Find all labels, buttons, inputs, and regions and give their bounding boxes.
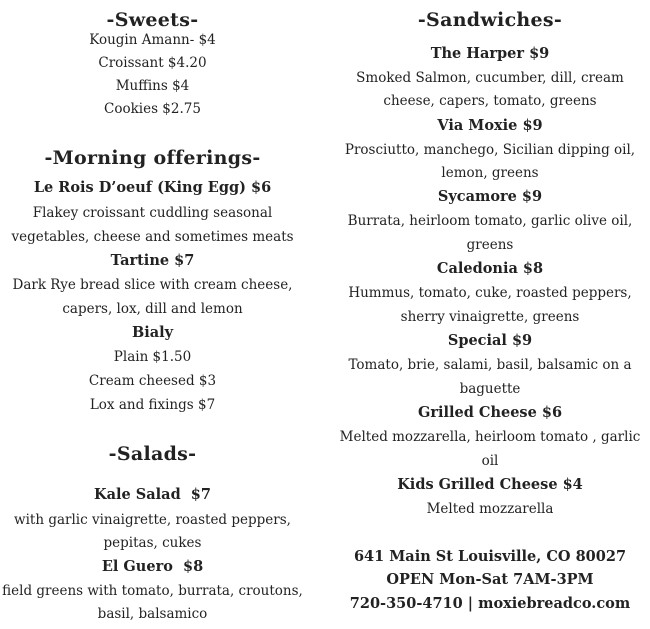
item-desc: baguette: [459, 381, 521, 397]
item-desc: cheese, capers, tomato, greens: [383, 93, 597, 109]
left-column: [0, 0, 305, 629]
item-desc: Cream cheesed $3: [88, 373, 217, 389]
item-desc: Prosciutto, manchego, Sicilian dipping oil,: [344, 142, 636, 158]
contact-line: [330, 595, 650, 613]
item-desc: Plain $1.50: [113, 349, 192, 365]
sandwiches-heading: -Sandwiches-: [417, 9, 563, 31]
hours: OPEN Mon-Sat 7AM-3PM: [386, 571, 594, 588]
item-desc: pepitas, cukes: [103, 535, 202, 551]
menu-item: Kougin Amann- $4: [89, 32, 216, 48]
item-desc: Hummus, tomato, cuke, roasted peppers,: [348, 285, 632, 301]
item-desc: capers, lox, dill and lemon: [62, 301, 243, 317]
salads-heading: -Salads-: [108, 443, 197, 465]
item-title: Kale Salad $7: [94, 486, 211, 503]
item-title: Caledonia $8: [436, 260, 544, 277]
item-title: Via Moxie $9: [437, 117, 543, 134]
item-title: Special $9: [447, 332, 533, 349]
item-desc: basil, balsamico: [97, 606, 208, 622]
item-title: Sycamore $9: [437, 188, 543, 205]
item-desc: sherry vinaigrette, greens: [400, 309, 580, 325]
item-desc: Melted mozzarella: [426, 501, 554, 517]
item-desc: field greens with tomato, burrata, croutons,: [2, 583, 303, 599]
item-desc: Flakey croissant cuddling seasonal: [32, 205, 273, 221]
item-desc: Lox and fixings $7: [89, 397, 216, 413]
item-desc: Dark Rye bread slice with cream cheese,: [12, 277, 293, 293]
item-title: The Harper $9: [430, 45, 550, 62]
phone[interactable]: 720-350-4710: [349, 595, 463, 612]
address: 641 Main St Louisville, CO 80027: [353, 548, 627, 565]
item-desc: Burrata, heirloom tomato, garlic olive oil,: [347, 213, 633, 229]
item-title: Le Rois D’oeuf (King Egg) $6: [33, 179, 272, 196]
item-desc: greens: [466, 237, 514, 253]
item-title: Kids Grilled Cheese $4: [397, 476, 583, 493]
right-column: [330, 0, 650, 629]
item-desc: Tomato, brie, salami, basil, balsamic on a: [348, 357, 632, 373]
separator: |: [467, 595, 474, 612]
morning-heading: -Morning offerings-: [44, 147, 261, 169]
item-desc: oil: [481, 453, 499, 469]
item-desc: Smoked Salmon, cucumber, dill, cream: [356, 70, 624, 86]
menu-item: Croissant $4.20: [98, 55, 207, 71]
website-link[interactable]: moxiebreadco.com: [478, 595, 631, 612]
item-title: Tartine $7: [110, 252, 195, 269]
item-desc: vegetables, cheese and sometimes meats: [11, 229, 294, 245]
item-title: Bialy: [131, 324, 174, 341]
item-desc: lemon, greens: [441, 165, 539, 181]
item-desc: Melted mozzarella, heirloom tomato , garlic: [339, 429, 641, 445]
menu-item: Cookies $2.75: [104, 101, 201, 117]
item-desc: with garlic vinaigrette, roasted peppers,: [14, 512, 291, 528]
sweets-heading: -Sweets-: [106, 9, 199, 31]
item-title: Grilled Cheese $6: [417, 404, 563, 421]
menu-item: Muffins $4: [115, 78, 190, 94]
item-title: El Guero $8: [101, 558, 204, 575]
